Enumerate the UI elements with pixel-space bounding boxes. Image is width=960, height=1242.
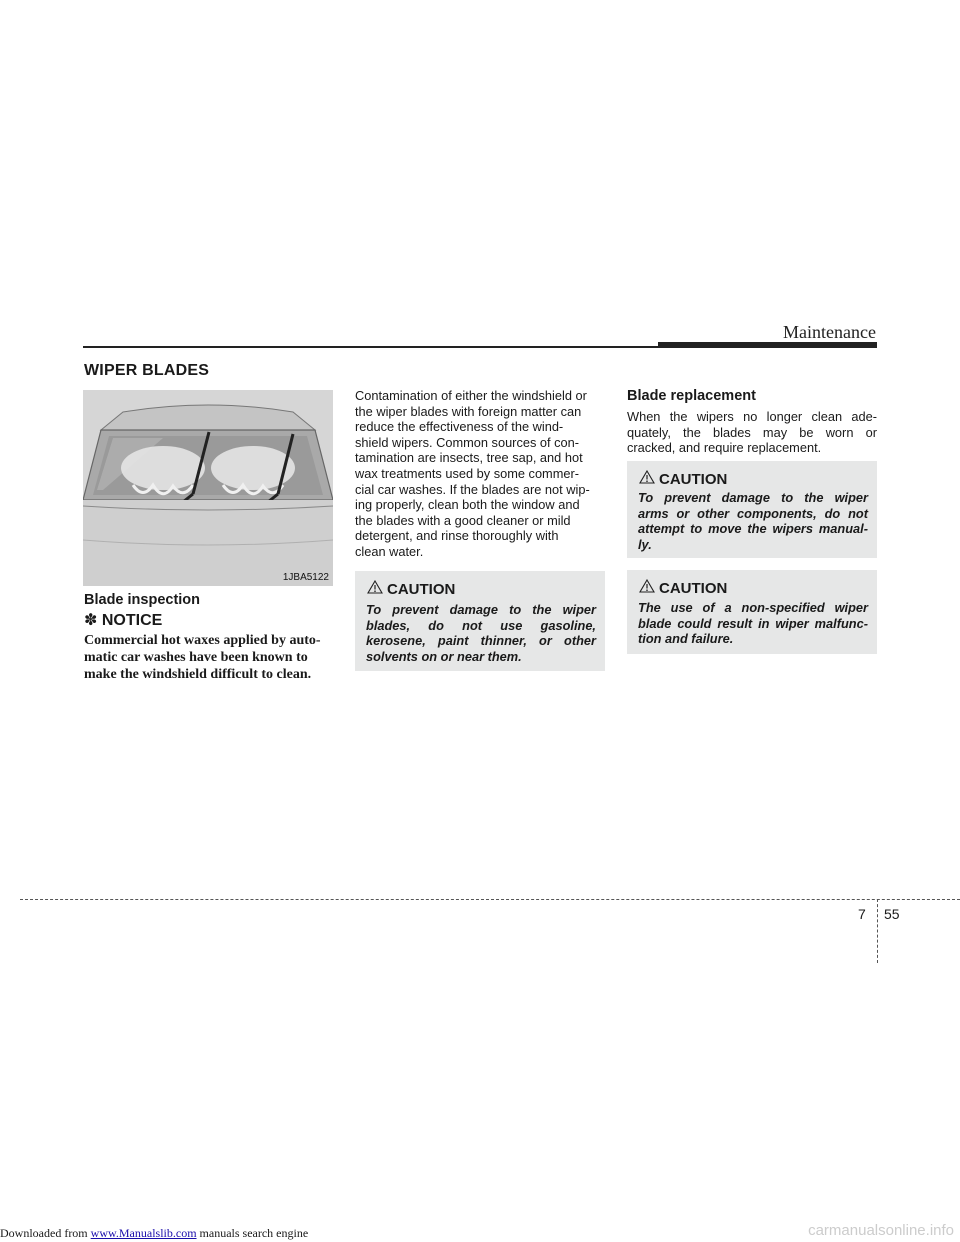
caution-title: CAUTION — [659, 471, 728, 488]
text-line: cracked, and require replacement. — [627, 440, 822, 456]
caution-line: ly. — [638, 536, 652, 552]
manualslib-link[interactable]: www.Manualslib.com — [90, 1226, 197, 1240]
text-line: shield wipers. Common sources of con- — [355, 434, 580, 450]
text-line: tamination are insects, tree sap, and hot — [355, 450, 583, 466]
notice-line: make the windshield difficult to clean. — [84, 667, 312, 682]
text-line: reduce the effectiveness of the wind- — [355, 419, 564, 435]
text-line: Contamination of either the windshield or — [355, 388, 587, 403]
page-number: 55 — [884, 906, 900, 922]
section-title: WIPER BLADES — [84, 362, 210, 379]
header-bar — [658, 342, 877, 348]
caution-line: blades, do not use gasoline, — [366, 617, 596, 633]
blade-replacement-paragraph — [627, 409, 877, 456]
caution-title: CAUTION — [659, 580, 728, 597]
figure-code: 1JBA5122 — [282, 572, 329, 583]
notice-line: matic car washes have been known to — [84, 650, 308, 665]
text-line: the blades with a good cleaner or mild — [355, 512, 571, 528]
caution-text — [366, 602, 596, 664]
caution-line: arms or other components, do not — [638, 505, 868, 521]
text-line: detergent, and rinse thoroughly with — [355, 528, 559, 544]
caution-title: CAUTION — [387, 581, 456, 598]
text-line: ing properly, clean both the window and — [355, 497, 580, 513]
download-prefix: Downloaded from — [0, 1226, 91, 1240]
caution-line: To prevent damage to the wiper — [366, 602, 596, 617]
text-line: When the wipers no longer clean ade- — [627, 409, 877, 424]
text-line: wax treatments used by some commer- — [355, 465, 580, 481]
text-line: quately, the blades may be worn or — [627, 424, 877, 440]
running-header: Maintenance — [783, 322, 876, 342]
caution-line: The use of a non-specified wiper — [638, 600, 868, 615]
page-chapter: 7 — [858, 906, 866, 922]
watermark: carmanualsonline.info — [808, 1222, 954, 1239]
footer-dashed-divider — [877, 899, 878, 963]
caution-line: tion and failure. — [638, 631, 734, 647]
windshield-illustration-svg — [83, 390, 333, 586]
caution-line: kerosene, paint thinner, or other — [366, 633, 596, 649]
caution-line: solvents on or near them. — [366, 648, 522, 664]
download-credit — [0, 1226, 308, 1241]
blade-inspection-heading: Blade inspection — [84, 592, 201, 608]
caution-line: To prevent damage to the wiper — [638, 490, 868, 505]
notice-label: ✽ NOTICE — [84, 612, 163, 629]
contamination-paragraph — [355, 388, 605, 560]
warning-triangle-icon — [639, 470, 655, 484]
footer-dashed-rule — [20, 899, 960, 900]
text-line: the wiper blades with foreign matter can — [355, 403, 582, 419]
warning-triangle-icon — [639, 579, 655, 593]
download-suffix: manuals search engine — [196, 1226, 309, 1240]
notice-line: Commercial hot waxes applied by auto- — [84, 633, 321, 648]
text-line: cial car washes. If the blades are not wip- — [355, 481, 590, 497]
caution-text — [638, 490, 868, 552]
caution-text — [638, 600, 868, 647]
caution-box-arms — [627, 461, 877, 558]
caution-line: attempt to move the wipers manual- — [638, 521, 868, 537]
caution-box-solvents — [355, 571, 605, 671]
warning-triangle-icon — [367, 580, 383, 594]
text-line: clean water. — [355, 543, 424, 559]
caution-box-nonspecified — [627, 570, 877, 654]
windshield-wiper-illustration — [83, 390, 333, 586]
caution-line: blade could result in wiper malfunc- — [638, 615, 868, 631]
notice-body — [84, 632, 334, 683]
blade-replacement-heading: Blade replacement — [627, 388, 756, 404]
